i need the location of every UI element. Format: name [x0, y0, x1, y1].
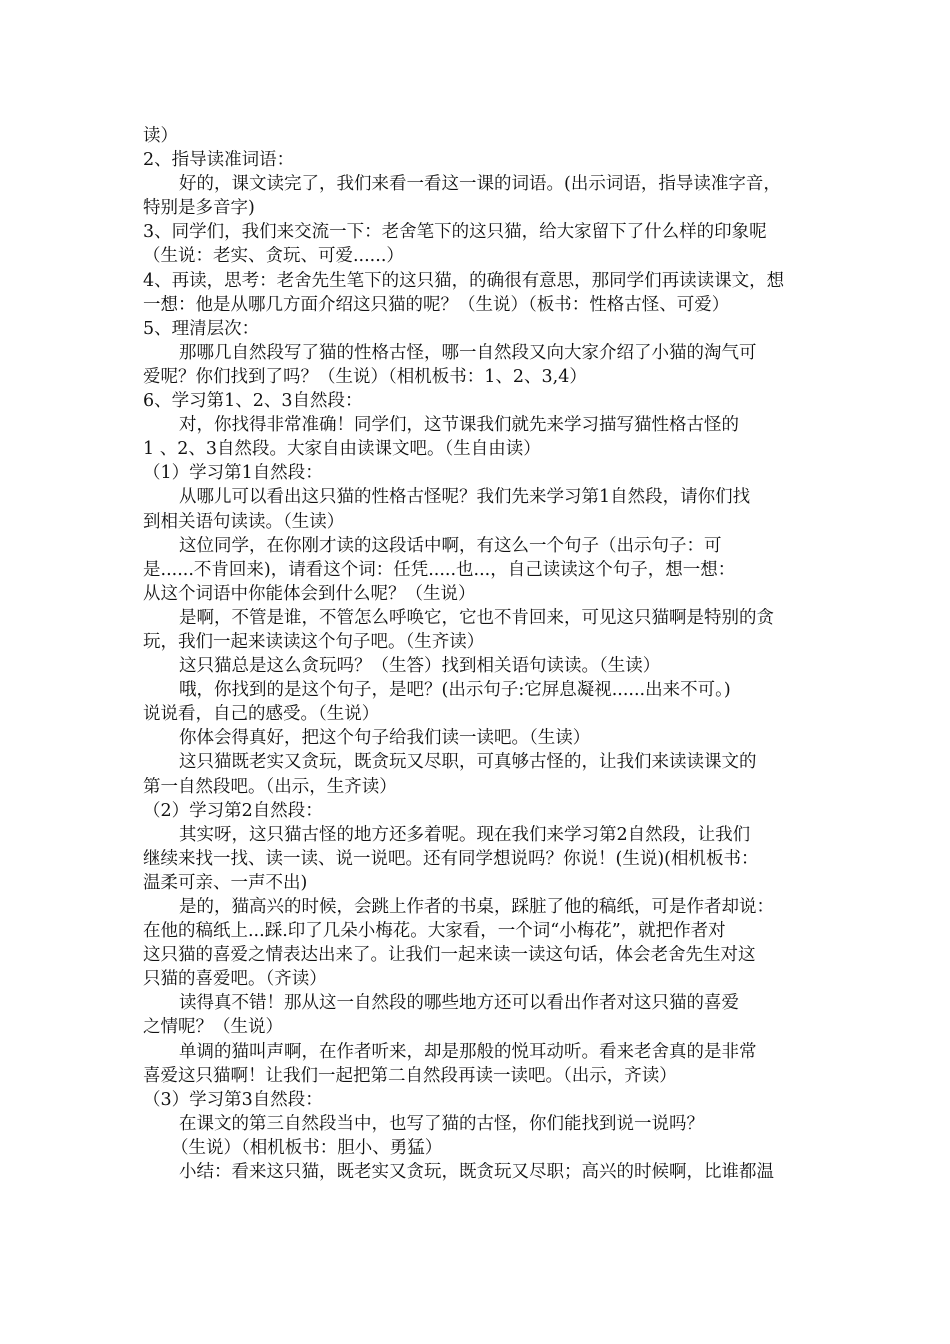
paragraph-line: 在他的稿纸上...踩.印了几朵小梅花。大家看，一个词“小梅花”，就把作者对 — [143, 921, 726, 942]
paragraph-line: 说说看，自己的感受。（生说） — [143, 704, 380, 725]
paragraph-line: 对，你找得非常准确！同学们，这节课我们就先来学习描写猫性格古怪的 — [179, 415, 739, 436]
paragraph-line: （生说：老实、贪玩、可爱......） — [143, 246, 404, 267]
section-heading: 5、理清层次： — [143, 318, 260, 339]
paragraph-line: 只猫的喜爱吧。（齐读） — [143, 969, 327, 990]
paragraph-line: 从这个词语中你能体会到什么呢？（生说） — [143, 583, 476, 604]
section-heading: 4、再读，思考：老舍先生笔下的这只猫，的确很有意思，那同学们再读读课文，想 — [143, 270, 785, 291]
paragraph-line: 喜爱这只猫啊！让我们一起把第二自然段再读一读吧。（出示，齐读） — [143, 1065, 677, 1086]
paragraph-line: 这位同学，在你刚才读的这段话中啊，有这么一个句子（出示句子：可 — [179, 535, 722, 556]
paragraph-line: 其实呀，这只猫古怪的地方还多着呢。现在我们来学习第2自然段，让我们 — [179, 824, 751, 845]
section-heading: 3、同学们，我们来交流一下：老舍笔下的这只猫，给大家留下了什么样的印象呢 — [143, 222, 767, 243]
paragraph-line: 哦，你找到的是这个句子，是吧？(出示句子:它屏息凝视......出来不可。) — [179, 680, 731, 701]
paragraph-line: 玩，我们一起来读读这个句子吧。（生齐读） — [143, 631, 485, 652]
paragraph-line: 温柔可亲、一声不出) — [143, 872, 308, 893]
paragraph-line: 你体会得真好，把这个句子给我们读一读吧。（生读） — [179, 728, 591, 749]
text-line: 读） — [143, 126, 178, 146]
paragraph-line: 一想：他是从哪几方面介绍这只猫的呢？（生说）（板书：性格古怪、可爱） — [143, 294, 730, 315]
section-heading: 2、指导读准词语： — [143, 150, 295, 171]
document-body — [143, 124, 811, 1184]
paragraph-line: 1 、2、3自然段。大家自由读课文吧。（生自由读） — [143, 439, 541, 460]
paragraph-line: 这只猫的喜爱之情表达出来了。让我们一起来读一读这句话，体会老舍先生对这 — [143, 945, 756, 966]
paragraph-line: 特别是多音字) — [143, 198, 255, 219]
section-heading: 6、学习第1、2、3自然段： — [143, 391, 363, 412]
paragraph-line: 这只猫既老实又贪玩，既贪玩又尽职，可真够古怪的，让我们来读读课文的 — [179, 752, 757, 773]
paragraph-line: （生说）（相机板书：胆小、勇猛） — [171, 1137, 443, 1158]
paragraph-line: 是的，猫高兴的时候，会跳上作者的书桌，踩脏了他的稿纸，可是作者却说： — [179, 897, 774, 917]
paragraph-line: 到相关语句读读。（生读） — [143, 511, 345, 532]
paragraph-line: 单调的猫叫声啊，在作者听来，却是那般的悦耳动听。看来老舍真的是非常 — [179, 1041, 757, 1062]
paragraph-line: 继续来找一找、读一读、说一说吧。还有同学想说吗？你说！(生说)(相机板书： — [143, 848, 759, 869]
subsection-heading: （3）学习第3自然段： — [143, 1089, 323, 1110]
paragraph-line: 在课文的第三自然段当中，也写了猫的古怪，你们能找到说一说吗？ — [179, 1113, 704, 1134]
paragraph-line: 爱呢？你们找到了吗？（生说）（相机板书：1、2、3,4） — [143, 366, 587, 387]
paragraph-line: 读得真不错！那从这一自然段的哪些地方还可以看出作者对这只猫的喜爱 — [179, 993, 739, 1014]
paragraph-line: 好的，课文读完了，我们来看一看这一课的词语。(出示词语，指导读准字音， — [179, 174, 781, 195]
paragraph-line: 那哪几自然段写了猫的性格古怪，哪一自然段又向大家介绍了小猫的淘气可 — [179, 342, 757, 363]
paragraph-line: 之情呢？（生说） — [143, 1017, 283, 1038]
paragraph-line: 这只猫总是这么贪玩吗？（生答）找到相关语句读读。（生读） — [179, 656, 661, 677]
subsection-heading: （1）学习第1自然段： — [143, 463, 323, 484]
paragraph-line: 第一自然段吧。（出示，生齐读） — [143, 776, 397, 797]
paragraph-line: 是啊，不管是谁，不管怎么呼唤它，它也不肯回来，可见这只猫啊是特别的贪 — [179, 607, 774, 628]
paragraph-line: 小结：看来这只猫，既老实又贪玩，既贪玩又尽职；高兴的时候啊，比谁都温 — [179, 1162, 774, 1183]
paragraph-line: 是......不肯回来)，请看这个词：任凭.....也...，自己读读这个句子，想一想： — [143, 559, 736, 580]
paragraph-line: 从哪儿可以看出这只猫的性格古怪呢？我们先来学习第1自然段，请你们找 — [179, 487, 751, 508]
subsection-heading: （2）学习第2自然段： — [143, 800, 323, 821]
